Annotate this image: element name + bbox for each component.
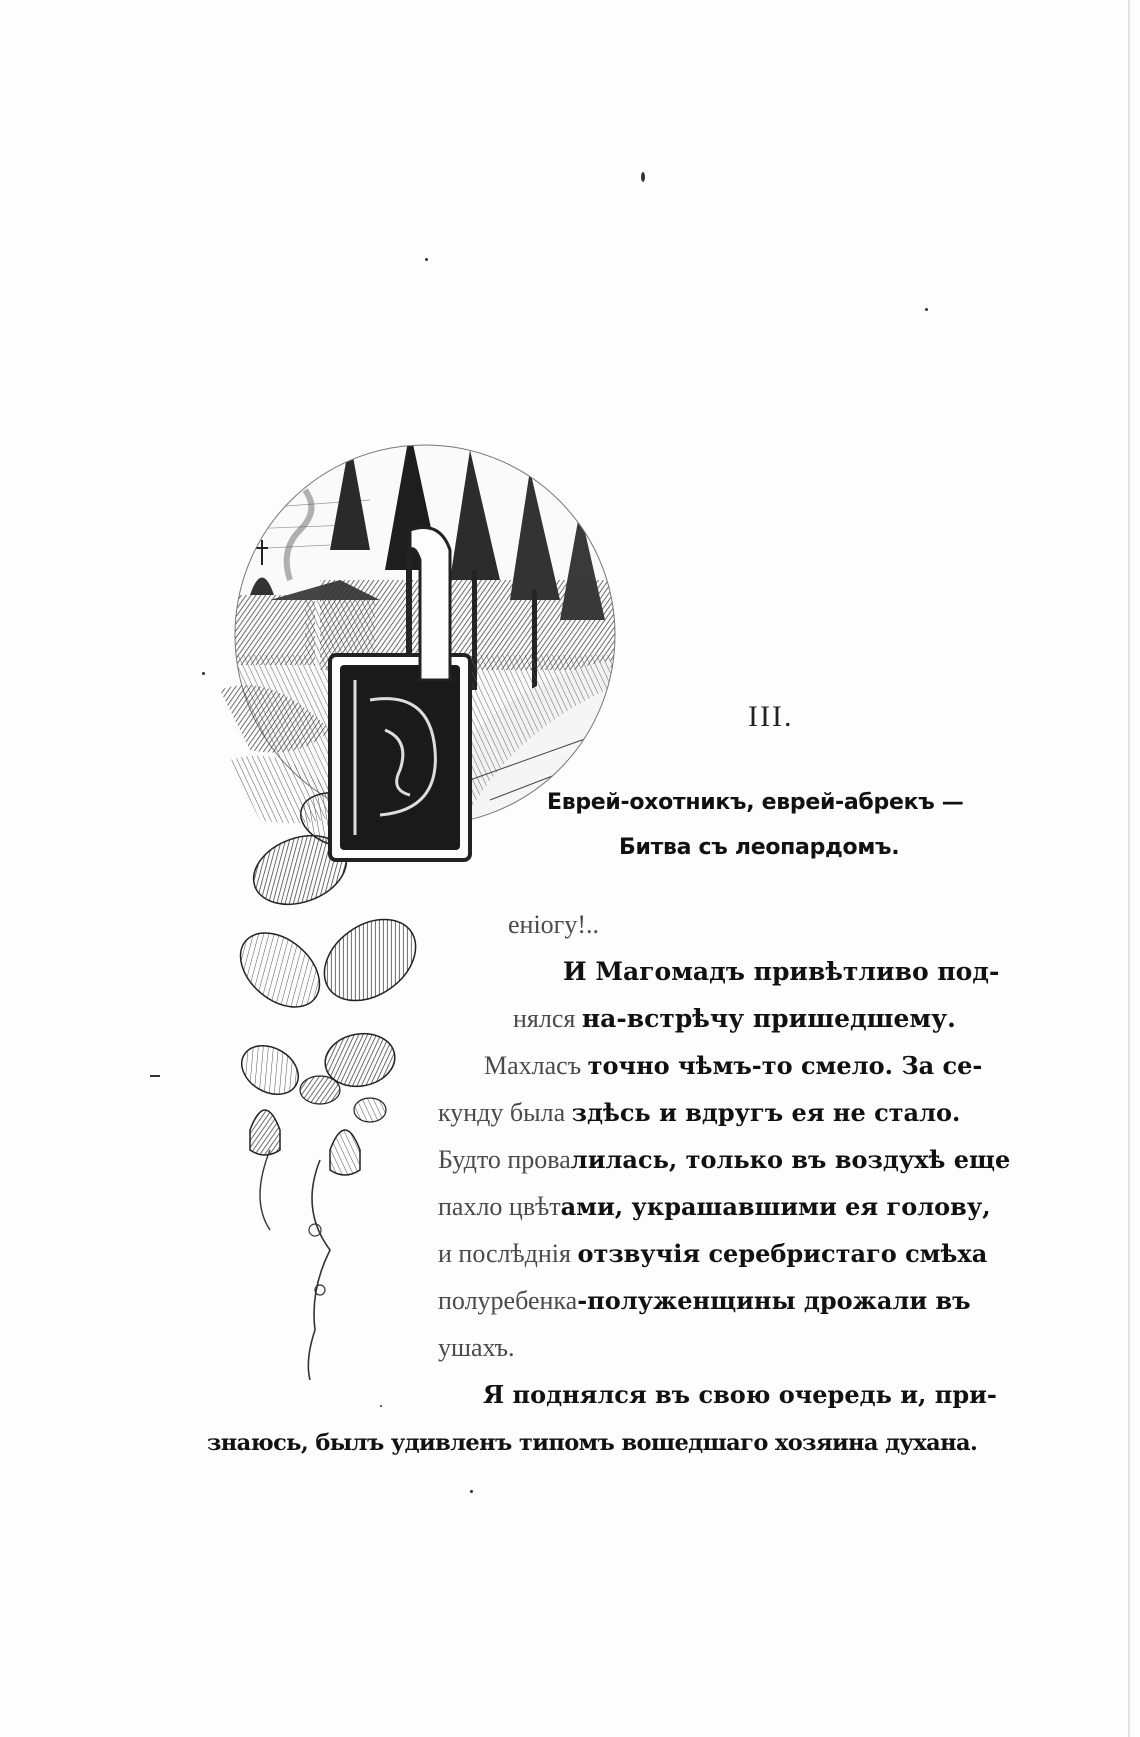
text-fragment-bold: -полуженщины дрожали въ [577, 1286, 971, 1315]
print-speck [641, 172, 645, 182]
text-line [438, 1098, 960, 1128]
text-line [207, 1427, 977, 1457]
page-edge-line [1128, 0, 1130, 1737]
text-line [508, 910, 599, 940]
print-speck [150, 1075, 160, 1077]
chapter-subtitle-line-1: Еврей-охотникъ, еврей-абрекъ — [547, 790, 964, 815]
text-fragment-bold: отзвучія серебристаго смѣха [577, 1239, 988, 1268]
text-fragment-bold: ами, украшавшими ея голову, [560, 1192, 991, 1221]
text-line [513, 1004, 956, 1034]
print-speck [925, 308, 928, 311]
text-fragment-light: кунду была [438, 1098, 572, 1127]
text-fragment-bold: И Магомадъ привѣтливо под- [563, 957, 1000, 986]
text-fragment-light: и послѣднія [438, 1239, 578, 1268]
text-fragment-light: полуребенка [438, 1286, 578, 1315]
text-line [438, 1239, 987, 1269]
text-fragment-bold: точно чѣмъ-то смело. За се- [587, 1051, 983, 1080]
chapter-subtitle-line-2: Битва съ леопардомъ. [619, 835, 900, 860]
text-fragment-light: еніогу!.. [508, 910, 599, 939]
text-fragment-light: пахло цвѣт [438, 1192, 561, 1221]
text-fragment-bold: лилась, только въ воздухѣ еще [570, 1145, 1011, 1174]
chapter-number: III. [748, 700, 794, 733]
text-fragment-light: ушахъ. [438, 1333, 515, 1362]
text-fragment-light: Будто прова [438, 1145, 571, 1174]
print-speck [380, 1405, 382, 1407]
text-fragment-light: Махласъ [484, 1051, 588, 1080]
text-fragment-bold: знаюсь, былъ удивленъ типомъ вошедшаго хозяина духана. [207, 1430, 978, 1456]
text-line [484, 1051, 982, 1081]
text-fragment-bold: Я поднялся въ свою очередь и, при- [483, 1380, 997, 1409]
text-line [438, 1192, 991, 1222]
text-line [438, 1145, 1010, 1175]
text-line [438, 1286, 971, 1316]
print-speck [202, 672, 205, 675]
text-line [483, 1380, 997, 1410]
text-line [438, 1333, 515, 1363]
text-fragment-bold: здѣсь и вдругъ ея не стало. [571, 1098, 961, 1127]
print-speck [470, 1490, 473, 1493]
text-line [563, 957, 999, 987]
print-speck [425, 258, 428, 261]
text-fragment-light: нялся [513, 1004, 582, 1033]
decorative-vignette-illustration [210, 430, 630, 1380]
text-fragment-bold: на-встрѣчу пришедшему. [581, 1004, 956, 1033]
